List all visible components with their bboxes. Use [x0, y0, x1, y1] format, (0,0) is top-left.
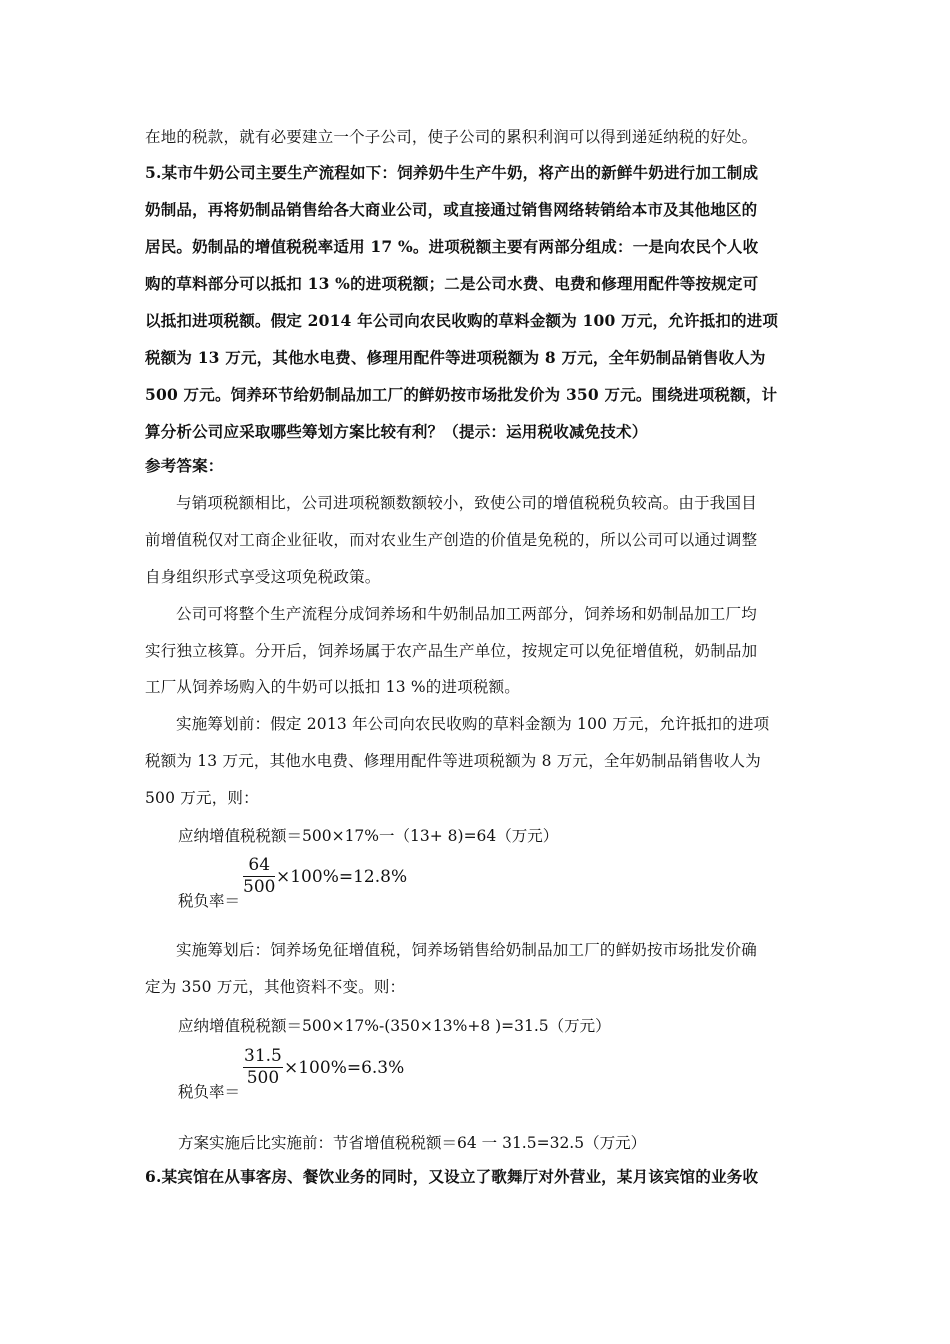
question-5-line: 税额为 13 万元，其他水电费、修理用配件等进项税额为 8 万元，全年奶制品销售收人为 — [145, 348, 766, 367]
after-plan-line: 实施筹划后：饲养场免征增值税，饲养场销售给奶制品加工厂的鲜奶按市场批发价确 — [176, 941, 757, 959]
before-plan-line: 税额为 13 万元，其他水电费、修理用配件等进项税额为 8 万元，全年奶制品销售收人为 — [145, 752, 761, 770]
question-5-line: 居民。奶制品的增值税税率适用 17 %。进项税额主要有两部分组成：一是向农民个人收 — [145, 237, 759, 256]
fraction-numerator: 31.5 — [244, 1046, 282, 1066]
answer-paragraph-line: 前增值税仅对工商企业征收，而对农业生产创造的价值是免税的，所以公司可以通过调整 — [145, 531, 758, 549]
before-plan-line: 500 万元，则： — [145, 789, 259, 807]
tax-burden-result-after: ×100%=6.3% — [284, 1058, 405, 1078]
tax-burden-label: 税负率＝ — [178, 1083, 241, 1101]
savings-line: 方案实施后比实施前：节省增值税税额＝64 一 31.5=32.5（万元） — [178, 1134, 647, 1152]
question-5-line: 以抵扣进项税额。假定 2014 年公司向农民收购的草料金额为 100 万元，允许抵扣的进项 — [145, 311, 779, 330]
after-plan-line: 定为 350 万元，其他资料不变。则： — [145, 978, 406, 996]
answer-paragraph-line: 实行独立核算。分开后，饲养场属于农产品生产单位，按规定可以免征增值税，奶制品加 — [145, 642, 758, 660]
question-5-line: 购的草料部分可以抵扣 13 %的进项税额；二是公司水费、电费和修理用配件等按规定可 — [145, 274, 759, 293]
tax-burden-result-before: ×100%=12.8% — [276, 867, 408, 887]
vat-payable-formula-before: 应纳增值税税额＝500×17%一（13+ 8)=64（万元） — [178, 827, 559, 845]
question-5-line: 奶制品，再将奶制品销售给各大商业公司，或直接通过销售网络转销给本市及其他地区的 — [145, 200, 758, 219]
fraction-numerator: 64 — [243, 855, 275, 877]
vat-payable-formula-after: 应纳增值税税额＝500×17%-(350×13%+8 )=31.5（万元） — [178, 1017, 611, 1035]
question-5-line: 500 万元。饲养环节给奶制品加工厂的鲜奶按市场批发价为 350 万元。围绕进项税额，计 — [145, 385, 778, 404]
fraction-denominator: 500 — [246, 1068, 280, 1088]
question-5-line: 5.某市牛奶公司主要生产流程如下：饲养奶牛生产牛奶，将产出的新鲜牛奶进行加工制成 — [145, 163, 759, 182]
tax-burden-fraction-after — [243, 1046, 283, 1089]
answer-paragraph-line: 与销项税额相比，公司进项税额数额较小，致使公司的增值税税负较高。由于我国目 — [176, 494, 757, 512]
tax-burden-label: 税负率＝ — [178, 892, 241, 910]
question-6-line: 6.某宾馆在从事客房、餐饮业务的同时，又设立了歌舞厅对外营业，某月该宾馆的业务收 — [145, 1167, 759, 1186]
question-5-line: 算分析公司应采取哪些筹划方案比较有利？（提示：运用税收减免技术） — [145, 422, 648, 441]
answer-heading: 参考答案： — [145, 456, 224, 475]
answer-paragraph-line: 工厂从饲养场购入的牛奶可以抵扣 13 %的进项税额。 — [145, 678, 521, 696]
answer-paragraph-line: 公司可将整个生产流程分成饲养场和牛奶制品加工两部分，饲养场和奶制品加工厂均 — [176, 605, 757, 623]
paragraph-line: 在地的税款，就有必要建立一个子公司，使子公司的累积利润可以得到递延纳税的好处。 — [145, 128, 758, 146]
tax-burden-fraction-before — [243, 855, 275, 898]
answer-paragraph-line: 自身组织形式享受这项免税政策。 — [145, 568, 381, 586]
fraction-denominator: 500 — [243, 877, 276, 897]
before-plan-line: 实施筹划前：假定 2013 年公司向农民收购的草料金额为 100 万元，允许抵扣的进项 — [176, 715, 770, 733]
